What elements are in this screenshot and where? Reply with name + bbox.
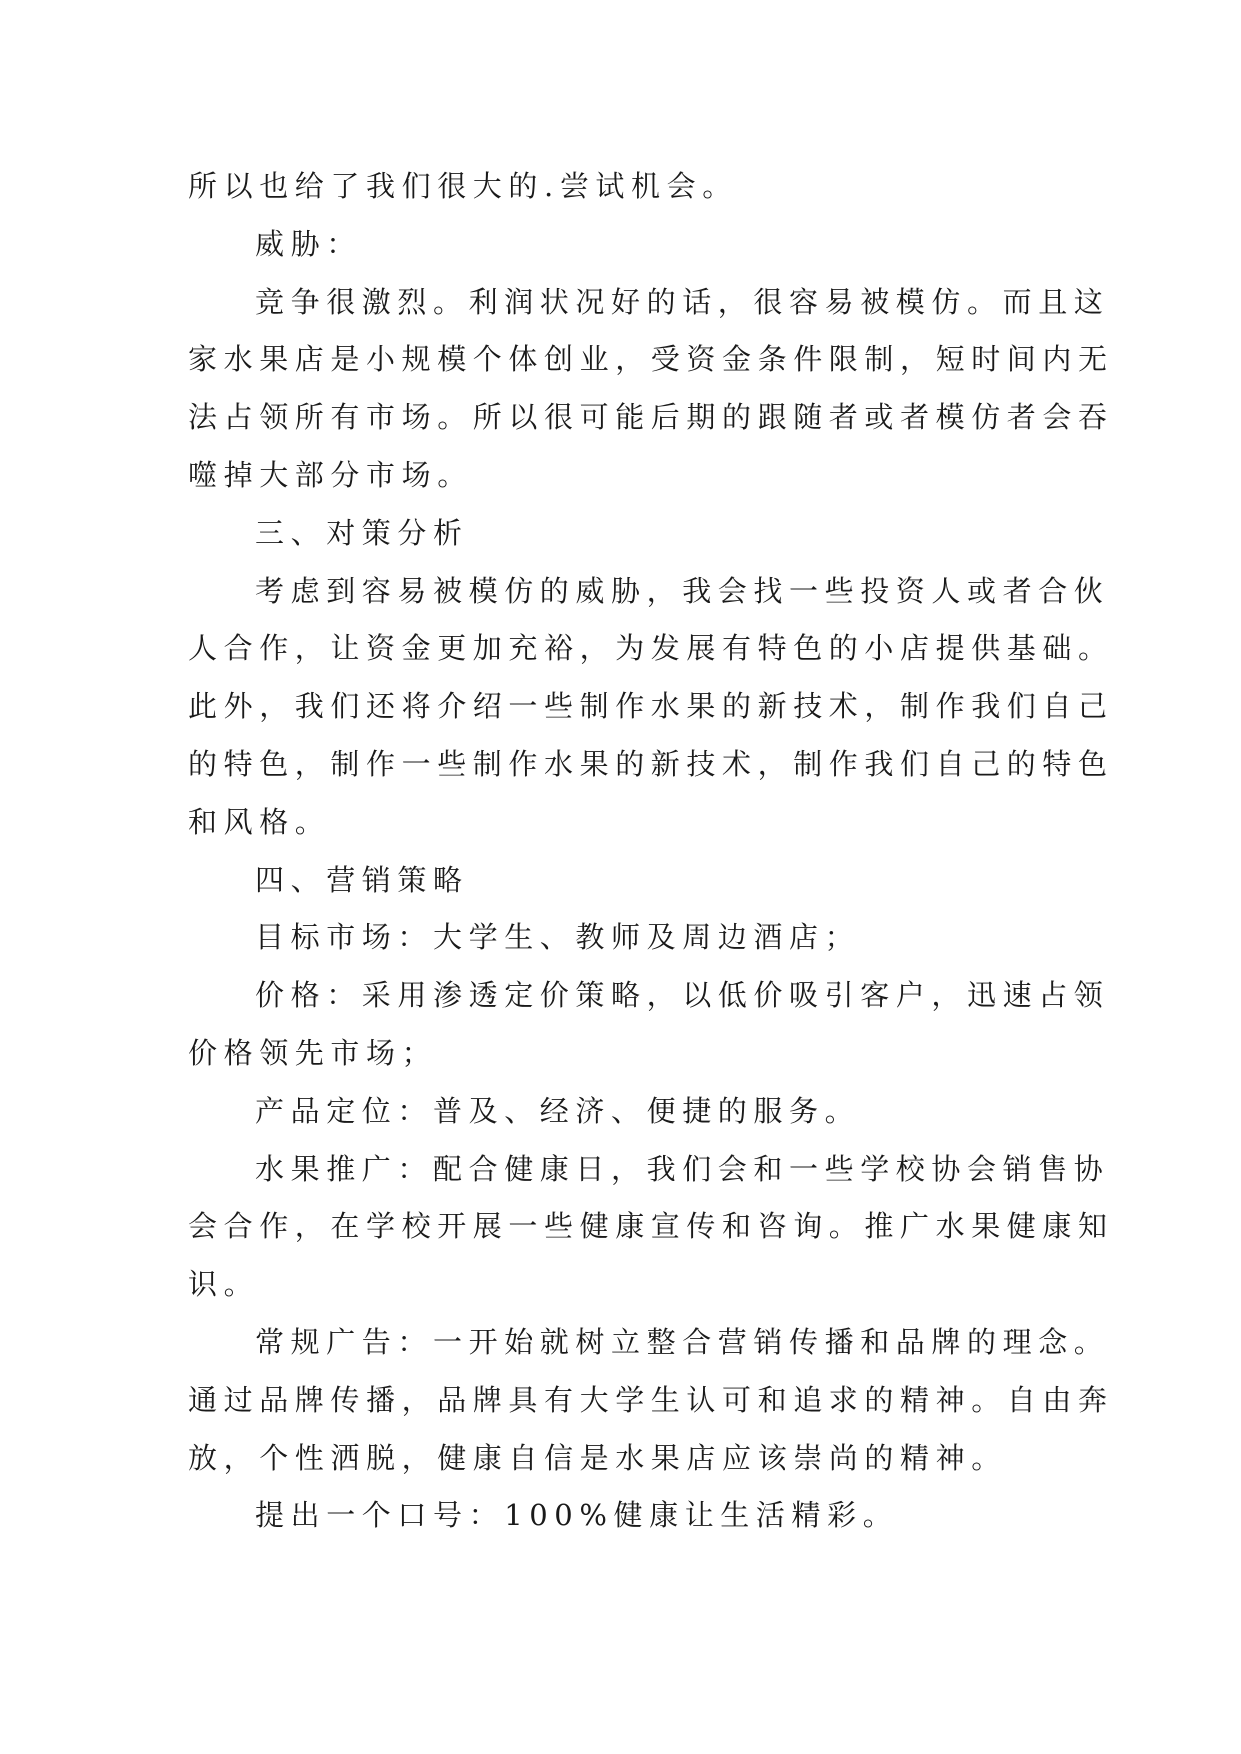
text-line: 竞争很激烈。利润状况好的话，很容易被模仿。而且这 bbox=[255, 284, 1110, 319]
text-line: 此外，我们还将介绍一些制作水果的新技术，制作我们自己 bbox=[188, 689, 1114, 724]
text-line: 的特色，制作一些制作水果的新技术，制作我们自己的特色 bbox=[188, 746, 1114, 781]
text-line: 所以也给了我们很大的.尝试机会。 bbox=[188, 169, 738, 203]
document-body bbox=[188, 158, 1114, 1545]
text-line: 目标市场：大学生、教师及周边酒店； bbox=[255, 920, 861, 955]
text-line: 价格领先市场； bbox=[188, 1035, 438, 1070]
text-line: 家水果店是小规模个体创业，受资金条件限制，短时间内无 bbox=[188, 342, 1114, 377]
section-heading: 四、营销策略 bbox=[255, 862, 469, 897]
text-line: 放，个性洒脱，健康自信是水果店应该崇尚的精神。 bbox=[188, 1440, 1007, 1475]
text-line: 威胁： bbox=[255, 226, 362, 261]
text-line: 水果推广：配合健康日，我们会和一些学校协会销售协 bbox=[255, 1151, 1110, 1186]
text-line: 法占领所有市场。所以很可能后期的跟随者或者模仿者会吞 bbox=[188, 400, 1114, 435]
text-line: 噬掉大部分市场。 bbox=[188, 457, 473, 492]
text-line: 考虑到容易被模仿的威胁，我会找一些投资人或者合伙 bbox=[255, 573, 1110, 608]
text-line: 通过品牌传播，品牌具有大学生认可和追求的精神。自由奔 bbox=[188, 1382, 1114, 1417]
text-line: 提出一个口号：100%健康让生活精彩。 bbox=[255, 1498, 899, 1533]
text-line: 人合作，让资金更加充裕，为发展有特色的小店提供基础。 bbox=[188, 631, 1114, 666]
section-heading: 三、对策分析 bbox=[255, 515, 469, 550]
text-line: 识。 bbox=[188, 1267, 260, 1302]
text-line: 产品定位：普及、经济、便捷的服务。 bbox=[255, 1093, 861, 1128]
text-line: 常规广告：一开始就树立整合营销传播和品牌的理念。 bbox=[255, 1324, 1110, 1359]
text-line: 会合作，在学校开展一些健康宣传和咨询。推广水果健康知 bbox=[188, 1209, 1114, 1244]
text-line: 价格：采用渗透定价策略，以低价吸引客户，迅速占领 bbox=[255, 978, 1110, 1013]
text-line: 和风格。 bbox=[188, 804, 331, 839]
